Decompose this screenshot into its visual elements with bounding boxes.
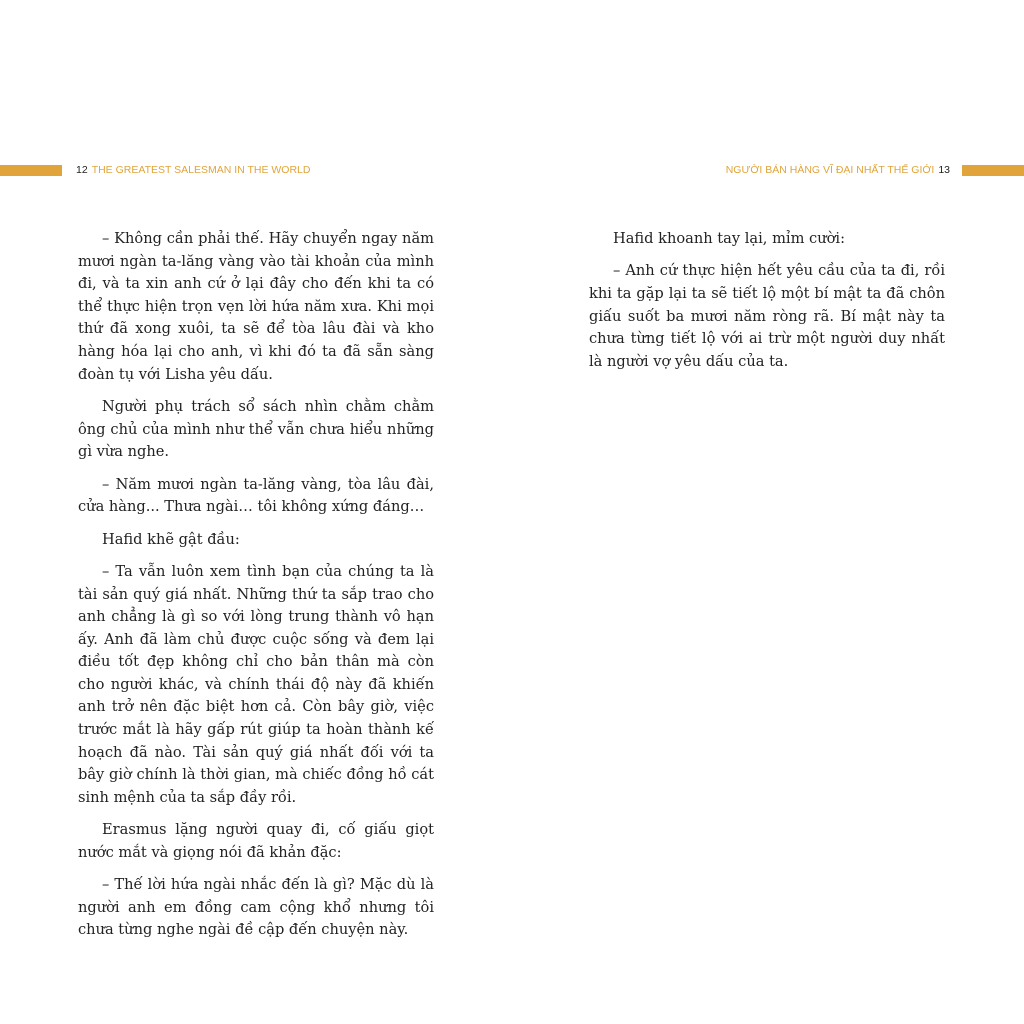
paragraph: – Năm mươi ngàn ta-lăng vàng, tòa lâu đài, cửa hàng... Thưa ngài… tôi không xứng đáng…	[78, 475, 434, 516]
right-accent-bar	[962, 165, 1024, 176]
paragraph: – Không cần phải thế. Hãy chuyển ngay năm mươi ngàn ta-lăng vàng vào tài khoản của mình đi, và ta xin anh cứ ở lại đây cho đến khi ta có thể thực hiện trọn vẹn lời hứa năm xưa. Khi mọi thứ đã xong xuôi, ta sẽ để tòa lâu đài và kho hàng hóa lại cho anh, vì khi đó ta đã sẵn sàng đoàn tụ với Lisha yêu dấu.	[78, 230, 434, 383]
right-page-body	[589, 228, 945, 383]
left-page-body	[78, 228, 434, 952]
left-running-head	[76, 163, 310, 178]
right-running-title: NGƯỜI BÁN HÀNG VĨ ĐẠI NHẤT THẾ GIỚI	[725, 164, 935, 176]
left-running-title: THE GREATEST SALESMAN IN THE WORLD	[91, 164, 311, 176]
paragraph: Hafid khẽ gật đầu:	[102, 530, 240, 548]
right-page-number: 13	[938, 164, 950, 176]
paragraph: Người phụ trách sổ sách nhìn chằm chằm ông chủ của mình như thể vẫn chưa hiểu những gì vừa nghe.	[78, 397, 434, 461]
left-accent-bar	[0, 165, 62, 176]
paragraph: Hafid khoanh tay lại, mỉm cười:	[613, 230, 845, 247]
right-running-head	[726, 163, 950, 178]
paragraph: Erasmus lặng người quay đi, cố giấu giọt nước mắt và giọng nói đã khản đặc:	[78, 821, 434, 861]
paragraph: – Anh cứ thực hiện hết yêu cầu của ta đi, rồi khi ta gặp lại ta sẽ tiết lộ một bí mật ta đã chôn giấu suốt ba mươi năm ròng rã. Bí mật này ta chưa từng tiết lộ với ai trừ một người duy nhất là người vợ yêu dấu của ta.	[589, 262, 945, 370]
left-page-number: 12	[76, 164, 88, 176]
paragraph: – Thế lời hứa ngài nhắc đến là gì? Mặc dù là người anh em đồng cam cộng khổ nhưng tôi chưa từng nghe ngài đề cập đến chuyện này.	[78, 876, 434, 939]
paragraph: – Ta vẫn luôn xem tình bạn của chúng ta là tài sản quý giá nhất. Những thứ ta sắp trao cho anh chẳng là gì so với lòng trung thành vô hạn ấy. Anh đã làm chủ được cuộc sống và đem lại điều tốt đẹp không chỉ cho bản thân mà còn cho người khác, và chính thái độ này đã khiến anh trở nên đặc biệt hơn cả. Còn bây giờ, việc trước mắt là hãy gấp rút giúp ta hoàn thành kế hoạch đã nào. Tài sản quý giá nhất đối với ta bây giờ chính là thời gian, mà chiếc đồng hồ cát sinh mệnh của ta sắp đầy rồi.	[78, 562, 434, 806]
